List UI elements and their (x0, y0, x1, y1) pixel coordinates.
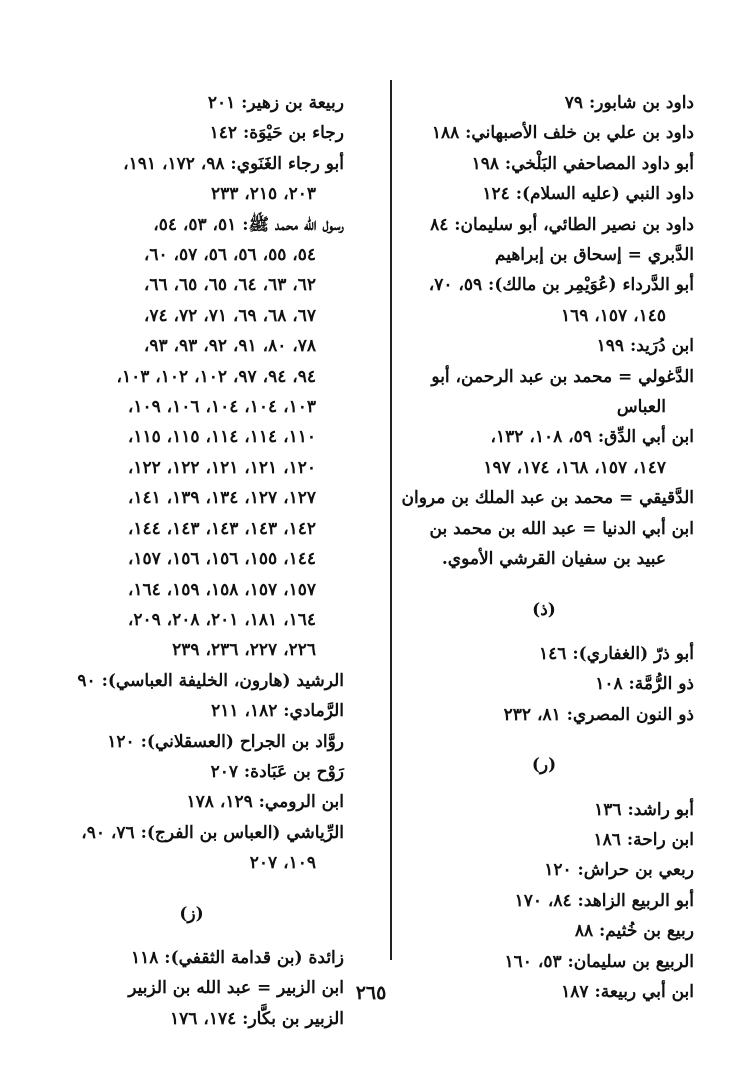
entry-continuation-line: ١٠٣، ١٠٤، ١٠٤، ١٠٦، ١٠٩، (127, 397, 316, 418)
entry-line: روَّاد بن الجراح (العسقلاني): ١٢٠ (107, 731, 344, 752)
index-entry (394, 331, 694, 361)
entry-line: الرَّمادي: ١٨٢، ٢١١ (211, 701, 344, 722)
entry-continuation-line: ١٢٠، ١٢١، ١٢١، ١٢٢، ١٢٢، (127, 457, 316, 478)
entry-line: ابن أبي ربيعة: ١٨٧ (561, 981, 694, 1002)
entry-line: رسول الله محمد ﷺ: ٥١، ٥٣، ٥٤، (153, 214, 344, 235)
entry-line: أبو رجاء الغَنَوي: ٩٨، ١٧٢، ١٩١، (123, 153, 344, 174)
entry-line: ربيع بن خُثيم: ٨٨ (574, 921, 694, 942)
index-entry (394, 362, 694, 423)
entry-line: الزبير بن بكَّار: ١٧٤، ١٧٦ (170, 1008, 344, 1029)
entry-line: ابن دُرَيد: ١٩٩ (596, 336, 694, 357)
page-number: ٢٦٥ (355, 982, 387, 1004)
index-entry (39, 88, 344, 118)
index-entry (394, 270, 694, 331)
entry-continuation-line: ١٤٥، ١٥٧، ١٦٩ (560, 305, 666, 326)
index-column-right (394, 88, 694, 1007)
index-entry (394, 88, 694, 118)
entry-line: ابن أبي الدِّق: ٥٩، ١٠٨، ١٣٢، (490, 427, 694, 448)
entry-continuation-line: ٧٨، ٨٠، ٩١، ٩٢، ٩٣، ٩٣، (143, 336, 316, 357)
index-entry (394, 240, 694, 270)
entry-line: الدَّقيقي = محمد بن عبد الملك بن مروان (401, 488, 694, 509)
entry-continuation-line: ١٦٤، ١٨١، ٢٠١، ٢٠٨، ٢٠٩، (127, 609, 316, 630)
column-divider (390, 80, 392, 960)
entry-line: أبو الدَّرداء (عُوَيْمِر بن مالك): ٥٩، ٧٠، (428, 275, 694, 296)
section-letter: (ز) (179, 903, 204, 924)
entry-continuation-line: ١٤٧، ١٥٧، ١٦٨، ١٧٤، ١٩٧ (483, 457, 666, 478)
entry-line: داود بن شابور: ٧٩ (564, 93, 694, 113)
index-entry (394, 483, 694, 513)
index-entry (39, 787, 344, 817)
index-entry (394, 855, 694, 885)
entry-line: زائدة (بن قدامة الثقفي): ١١٨ (130, 947, 344, 968)
entry-continuation-line: ٩٤، ٩٤، ٩٧، ١٠٢، ١٠٢، ١٠٣، (116, 366, 316, 387)
index-entry (394, 514, 694, 575)
entry-line: الربيع بن سليمان: ٥٣، ١٦٠ (504, 951, 694, 972)
entry-line: أبو راشد: ١٣٦ (594, 799, 694, 820)
index-entry (39, 210, 344, 666)
entry-line: أبو داود المصاحفي البَلْخي: ١٩٨ (471, 153, 694, 174)
index-entry (39, 696, 344, 726)
index-entry (394, 179, 694, 209)
index-entry (394, 947, 694, 977)
entry-line: رجاء بن حَيْوَة: ١٤٢ (209, 123, 344, 144)
entry-line: ابن راحة: ١٨٦ (593, 829, 694, 850)
entry-line: ابن الزبير = عبد الله بن الزبير (128, 978, 344, 999)
entry-line: الدَّغولي = محمد بن عبد الرحمن، أبو (431, 366, 694, 387)
index-entry (394, 210, 694, 240)
index-column-left (39, 88, 344, 1034)
entry-continuation-line: ١٤٤، ١٥٥، ١٥٦، ١٥٦، ١٥٧، (127, 549, 316, 570)
index-entry (39, 666, 344, 696)
entry-line: داود النبي (عليه السلام): ١٢٤ (482, 184, 694, 205)
index-entry (394, 825, 694, 855)
index-entry (39, 118, 344, 148)
entry-continuation-line: عبيد بن سفيان القرشي الأموي. (441, 549, 666, 570)
entry-line: الرشيد (هارون، الخليفة العباسي): ٩٠ (77, 670, 344, 691)
index-entry (394, 669, 694, 699)
entry-line: ابن الرومي: ١٢٩، ١٧٨ (186, 792, 344, 813)
entry-line: أبو الربيع الزاهد: ٨٤، ١٧٠ (514, 890, 694, 911)
entry-continuation-line: العباس (616, 397, 666, 418)
entry-line: رَوْح بن عَبَادة: ٢٠٧ (210, 761, 344, 782)
entry-continuation-line: ٦٧، ٦٨، ٦٩، ٧١، ٧٢، ٧٤، (143, 305, 316, 326)
index-entry (39, 757, 344, 787)
index-entry (39, 727, 344, 757)
index-entry (394, 916, 694, 946)
section-letter: (ر) (531, 755, 557, 776)
entry-continuation-line: ٦٢، ٦٣، ٦٤، ٦٥، ٦٥، ٦٦، (143, 275, 316, 296)
entry-line: الدَّبري = إسحاق بن إبراهيم (494, 245, 694, 266)
entry-continuation-line: ١٠٩، ٢٠٧ (249, 853, 316, 874)
index-entry (39, 943, 344, 973)
entry-continuation-line: ١٤٢، ١٤٣، ١٤٣، ١٤٣، ١٤٤، (127, 518, 316, 539)
index-entry (394, 118, 694, 148)
index-entry (394, 639, 694, 669)
entry-line: ربيعة بن زهير: ٢٠١ (207, 93, 344, 113)
index-entry (394, 422, 694, 483)
index-entry (394, 886, 694, 916)
entry-line: أبو ذرّ (الغفاري): ١٤٦ (539, 643, 694, 664)
index-entry (394, 795, 694, 825)
entry-line: ذو الرُّمَّة: ١٠٨ (595, 674, 694, 695)
entry-continuation-line: ٢٠٣، ٢١٥، ٢٣٣ (210, 184, 316, 205)
entry-continuation-line: ٥٤، ٥٥، ٥٦، ٥٦، ٥٧، ٦٠، (143, 245, 316, 266)
entry-continuation-line: ١٥٧، ١٥٧، ١٥٨، ١٥٩، ١٦٤، (127, 579, 316, 600)
entry-line: ربعي بن حراش: ١٢٠ (544, 860, 694, 881)
entry-continuation-line: ١١٠، ١١٤، ١١٤، ١١٥، ١١٥، (127, 427, 316, 448)
index-entry (394, 700, 694, 730)
index-entry (39, 149, 344, 210)
entry-line: ذو النون المصري: ٨١، ٢٣٢ (503, 704, 694, 725)
entry-continuation-line: ٢٢٦، ٢٢٧، ٢٣٦، ٢٣٩ (172, 640, 316, 661)
section-letter: (ذ) (532, 599, 556, 620)
index-entry (39, 1004, 344, 1034)
index-entry (394, 149, 694, 179)
entry-line: الرِّياشي (العباس بن الفرج): ٧٦، ٩٠، (81, 822, 344, 843)
index-entry (39, 818, 344, 879)
entry-line: ابن أبي الدنيا = عبد الله بن محمد بن (429, 518, 694, 539)
entry-line: داود بن علي بن خلف الأصبهاني: ١٨٨ (431, 123, 694, 144)
entry-continuation-line: ١٢٧، ١٢٧، ١٣٤، ١٣٩، ١٤١، (127, 488, 316, 509)
entry-line: داود بن نصير الطائي، أبو سليمان: ٨٤ (430, 214, 694, 235)
